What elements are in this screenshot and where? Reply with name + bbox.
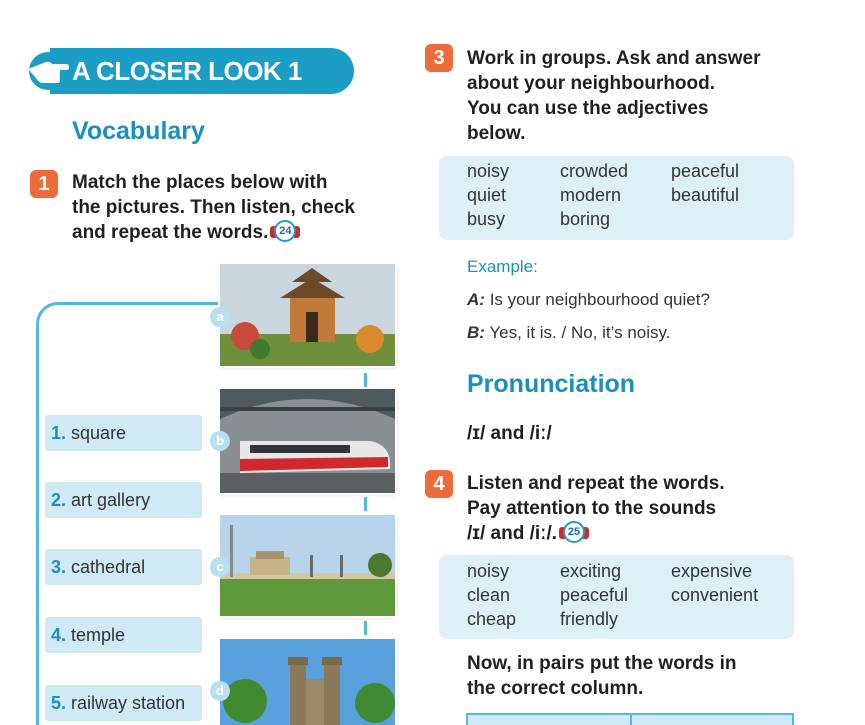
example-text: Yes, it is. / No, it’s noisy. (489, 323, 671, 342)
audio-track-icon[interactable] (559, 521, 589, 543)
pronunciation-word: clean (467, 585, 511, 605)
cathedral-image (220, 639, 395, 725)
pronunciation-word: convenient (671, 585, 759, 605)
instruction-text: and repeat the words. (72, 222, 269, 243)
place-label: cathedral (71, 557, 146, 577)
place-item[interactable] (45, 617, 202, 653)
adjective-word: crowded (560, 161, 629, 181)
audio-track-icon[interactable] (270, 220, 300, 242)
place-item[interactable] (45, 685, 202, 721)
exercise-3-instruction (467, 46, 761, 146)
picture-a-temple (220, 264, 395, 366)
instruction-line: Now, in pairs put the words in (467, 653, 737, 674)
picture-letter: d (210, 681, 230, 701)
place-number: 4. (51, 625, 67, 645)
place-item[interactable] (45, 549, 202, 585)
connector-tick (364, 621, 367, 635)
section-banner (22, 48, 354, 94)
instruction-line: below. (467, 123, 526, 144)
pronunciation-word: noisy (467, 561, 510, 581)
pronunciation-word: friendly (560, 609, 619, 629)
instruction-line: Listen and repeat the words. (467, 473, 725, 494)
place-label: square (71, 423, 127, 443)
vocabulary-heading: Vocabulary (72, 117, 205, 145)
exercise-3-number: 3 (425, 44, 453, 72)
square-image (220, 515, 395, 616)
audio-track-number: 24 (274, 220, 296, 242)
pairs-instruction (467, 651, 737, 701)
example-label: Example: (467, 257, 538, 276)
pronunciation-word: peaceful (560, 585, 629, 605)
sound-columns-table (466, 713, 794, 725)
exercise-4-number: 4 (425, 470, 453, 498)
temple-image (220, 264, 395, 366)
example-text: Is your neighbourhood quiet? (489, 290, 710, 309)
place-number: 1. (51, 423, 67, 443)
instruction-line: You can use the adjectives (467, 98, 709, 119)
picture-letter: b (210, 431, 230, 451)
instruction-line: the correct column. (467, 678, 644, 699)
page-title: A CLOSER LOOK 1 (72, 56, 302, 86)
picture-letter: c (210, 557, 230, 577)
place-item[interactable] (45, 415, 202, 451)
pronunciation-word: expensive (671, 561, 753, 581)
picture-letter: a (210, 307, 230, 327)
place-label: temple (71, 625, 126, 645)
pronunciation-word: exciting (560, 561, 622, 581)
adjective-word: boring (560, 209, 611, 229)
instruction-text: /ɪ/ and /iː/. (467, 523, 558, 544)
pronunciation-heading: Pronunciation (467, 370, 636, 398)
picture-d-cathedral (220, 639, 395, 725)
instruction-line (467, 521, 725, 546)
instruction-line: Work in groups. Ask and answer (467, 48, 761, 69)
adjective-word: beautiful (671, 185, 740, 205)
connector-tick (364, 373, 367, 387)
place-label: art gallery (71, 490, 151, 510)
connector-tick (364, 497, 367, 511)
example-line-a (467, 290, 710, 310)
example-line-b (467, 323, 670, 343)
instruction-line: Match the places below with (72, 172, 328, 193)
exercise-1-number: 1 (30, 170, 58, 198)
speaker-b: B: (467, 323, 485, 342)
adjective-word: busy (467, 209, 506, 229)
instruction-line: about your neighbourhood. (467, 73, 716, 94)
pronunciation-words-box (439, 555, 794, 639)
adjective-word: quiet (467, 185, 507, 205)
place-number: 3. (51, 557, 67, 577)
picture-b-railway-station (220, 389, 395, 493)
sounds-heading: /ɪ/ and /iː/ (467, 423, 552, 444)
speaker-a: A: (467, 290, 485, 309)
exercise-1-instruction (72, 170, 355, 245)
pointing-hand-icon (22, 52, 74, 90)
place-number: 5. (51, 693, 67, 713)
adjectives-box (439, 156, 794, 240)
place-item[interactable] (45, 482, 202, 518)
place-number: 2. (51, 490, 67, 510)
picture-c-square (220, 515, 395, 616)
adjective-word: peaceful (671, 161, 740, 181)
railway-station-image (220, 389, 395, 493)
adjective-word: noisy (467, 161, 510, 181)
audio-track-number: 25 (563, 521, 585, 543)
place-label: railway station (71, 693, 186, 713)
table-divider (630, 713, 632, 725)
instruction-line (72, 220, 355, 245)
pronunciation-word: cheap (467, 609, 517, 629)
instruction-line: the pictures. Then listen, check (72, 197, 355, 218)
exercise-4-instruction (467, 471, 725, 546)
instruction-line: Pay attention to the sounds (467, 498, 717, 519)
adjective-word: modern (560, 185, 622, 205)
